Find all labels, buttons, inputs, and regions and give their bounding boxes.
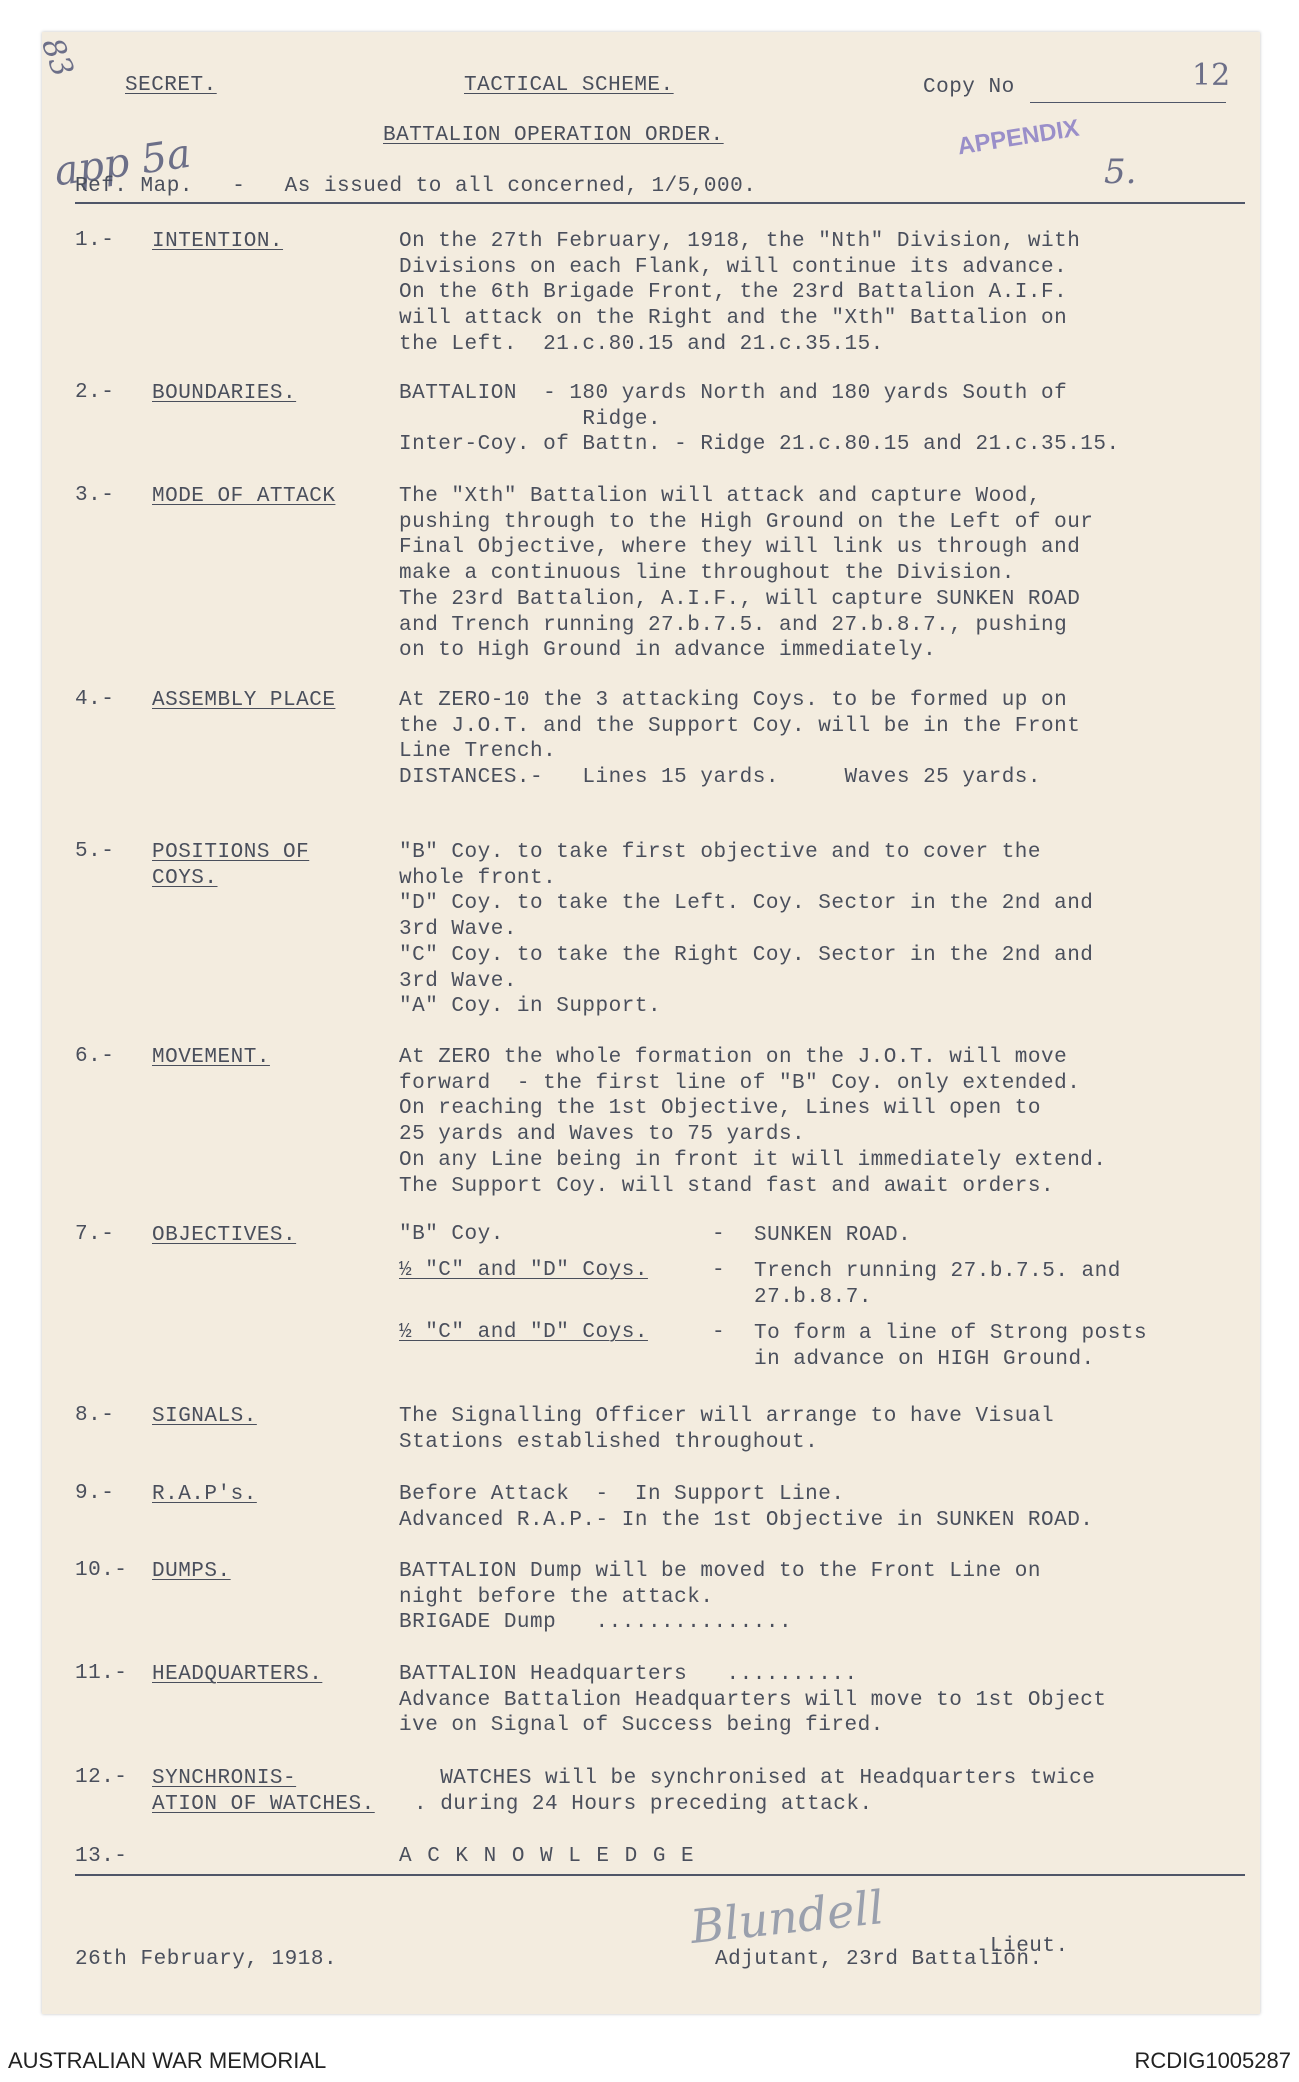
objective-3-line: in advance on HIGH Ground. [754, 1347, 1095, 1371]
objective-1-dash: - [712, 1223, 726, 1246]
section-8-body [399, 1404, 1054, 1455]
section-9-body [399, 1482, 1093, 1533]
section-1-line: On the 6th Brigade Front, the 23rd Battalion A.I.F. [399, 281, 1068, 305]
section-10-line: night before the attack. [399, 1585, 714, 1609]
closing-rule [75, 1874, 1245, 1876]
section-10-line: BATTALION Dump will be moved to the Front Line on [399, 1560, 1042, 1583]
objective-2-line: 27.b.8.7. [754, 1285, 872, 1309]
section-3-line: on to High Ground in advance immediately. [399, 639, 937, 663]
section-3-heading: MODE OF ATTACK [152, 485, 336, 508]
copy-number-underline [1030, 102, 1226, 103]
section-1-number: 1.- [75, 229, 115, 252]
corner-number: 83 [34, 33, 81, 82]
section-3-line: Final Objective, where they will link us through and [399, 536, 1081, 560]
section-10-heading: DUMPS. [152, 1560, 231, 1583]
document-title: BATTALION OPERATION ORDER. [383, 124, 724, 147]
section-5-line: whole front. [399, 866, 557, 890]
section-9-heading: R.A.P's. [152, 1483, 257, 1506]
section-1-line: the Left. 21.c.80.15 and 21.c.35.15. [399, 332, 884, 356]
document-page [34, 32, 1260, 2014]
section-3-line: The "Xth" Battalion will attack and capture Wood, [399, 485, 1042, 508]
archive-name: AUSTRALIAN WAR MEMORIAL [8, 2048, 327, 2073]
section-12-line: . during 24 Hours preceding attack. [414, 1792, 873, 1816]
section-4-body [399, 688, 1080, 791]
objective-2-dash: - [712, 1259, 726, 1282]
section-10-body [399, 1559, 1041, 1636]
section-3-line: The 23rd Battalion, A.I.F., will capture SUNKEN ROAD [399, 587, 1081, 611]
section-6-line: 25 yards and Waves to 75 yards. [399, 1123, 806, 1147]
section-2-line: BATTALION - 180 yards North and 180 yards South of [399, 382, 1068, 405]
section-12-line: WATCHES will be synchronised at Headquarters twice [414, 1767, 1096, 1790]
section-6-line: On any Line being in front it will immediately extend. [399, 1148, 1107, 1172]
section-4-line: the J.O.T. and the Support Coy. will be in the Front [399, 714, 1081, 738]
section-10-number: 10.- [75, 1559, 128, 1582]
section-9-line: Before Attack - In Support Line. [399, 1483, 845, 1506]
copy-number: 12 [1192, 58, 1231, 93]
objective-1-line: SUNKEN ROAD. [754, 1224, 912, 1247]
section-12-heading-line: SYNCHRONIS- [152, 1767, 297, 1790]
section-4-number: 4.- [75, 688, 115, 711]
section-8-number: 8.- [75, 1404, 115, 1427]
section-11-number: 11.- [75, 1662, 128, 1685]
section-2-line: Ridge. [399, 407, 662, 431]
section-8-heading: SIGNALS. [152, 1405, 257, 1428]
objective-3-unit: ½ "C" and "D" Coys. [399, 1321, 648, 1344]
section-4-line: DISTANCES.- Lines 15 yards. Waves 25 yards. [399, 766, 1042, 790]
section-1-line: Divisions on each Flank, will continue its advance. [399, 255, 1068, 279]
section-5-line: "C" Coy. to take the Right Coy. Sector in the 2nd and [399, 943, 1094, 967]
section-12-body [414, 1766, 1095, 1817]
appendix-handwritten-note: app 5a [51, 130, 194, 196]
section-12-number: 12.- [75, 1766, 128, 1789]
section-7-heading: OBJECTIVES. [152, 1224, 297, 1247]
section-3-number: 3.- [75, 484, 115, 507]
section-11-heading: HEADQUARTERS. [152, 1663, 323, 1686]
section-3-line: pushing through to the High Ground on the Left of our [399, 510, 1094, 534]
section-4-heading: ASSEMBLY PLACE [152, 689, 336, 712]
section-1-heading: INTENTION. [152, 230, 284, 253]
section-5-line: 3rd Wave. [399, 969, 517, 993]
section-13-number: 13.- [75, 1845, 128, 1868]
section-9-number: 9.- [75, 1482, 115, 1505]
section-10-line: BRIGADE Dump ............... [399, 1611, 793, 1635]
signatory-position: Adjutant, 23rd Battalion. [715, 1948, 1043, 1971]
section-1-line: will attack on the Right and the "Xth" Battalion on [399, 307, 1068, 331]
order-date: 26th February, 1918. [75, 1948, 338, 1971]
section-11-line: ive on Signal of Success being fired. [399, 1714, 884, 1738]
section-12-heading [152, 1766, 412, 1818]
appendix-stamp-number: 5. [1104, 152, 1137, 192]
section-6-line: At ZERO the whole formation on the J.O.T. will move [399, 1046, 1068, 1069]
section-9-line: Advanced R.A.P.- In the 1st Objective in SUNKEN ROAD. [399, 1508, 1094, 1532]
archive-id: RCDIG1005287 [1134, 2048, 1291, 2073]
reference-map: Ref. Map. - As issued to all concerned, 1/5,000. [75, 175, 757, 198]
copy-label: Copy No [923, 76, 1015, 99]
acknowledge-text: A C K N O W L E D G E [399, 1845, 696, 1868]
scheme-title: TACTICAL SCHEME. [464, 74, 674, 97]
section-5-heading-line: COYS. [152, 867, 218, 890]
section-1-line: On the 27th February, 1918, the "Nth" Division, with [399, 230, 1081, 253]
section-4-line: Line Trench. [399, 740, 557, 764]
section-5-line: "D" Coy. to take the Left. Coy. Sector in the 2nd and [399, 892, 1094, 916]
section-6-line: The Support Coy. will stand fast and await orders. [399, 1174, 1055, 1198]
section-2-heading: BOUNDARIES. [152, 382, 297, 405]
objective-3-target [754, 1321, 1147, 1372]
appendix-stamp: APPENDIX [955, 114, 1081, 161]
objective-1-target [754, 1223, 911, 1249]
signatory-rank: Lieut. [990, 1935, 1069, 1958]
section-6-line: On reaching the 1st Objective, Lines will open to [399, 1097, 1042, 1121]
objective-3-dash: - [712, 1321, 726, 1344]
section-11-body [399, 1662, 1107, 1739]
objective-2-target [754, 1259, 1121, 1310]
secret-marking: SECRET. [125, 74, 217, 97]
section-5-line: "A" Coy. in Support. [399, 995, 662, 1019]
adjutant-signature: Blundell [687, 1880, 887, 1954]
section-5-heading-line: POSITIONS OF [152, 841, 310, 864]
section-12-heading-line: ATION OF WATCHES. [152, 1793, 375, 1816]
section-2-number: 2.- [75, 381, 115, 404]
section-5-line: "B" Coy. to take first objective and to cover the [399, 841, 1042, 864]
section-3-line: make a continuous line throughout the Division. [399, 562, 1015, 586]
section-6-body [399, 1045, 1107, 1199]
section-8-line: Stations established throughout. [399, 1430, 819, 1454]
section-6-number: 6.- [75, 1045, 115, 1068]
section-2-body [399, 381, 1120, 458]
section-8-line: The Signalling Officer will arrange to have Visual [399, 1405, 1055, 1428]
objective-3-line: To form a line of Strong posts [754, 1322, 1148, 1345]
section-6-line: forward - the first line of "B" Coy. only extended. [399, 1071, 1081, 1095]
section-4-line: At ZERO-10 the 3 attacking Coys. to be formed up on [399, 689, 1068, 712]
section-5-line: 3rd Wave. [399, 918, 517, 942]
section-11-line: BATTALION Headquarters .......... [399, 1663, 858, 1686]
objective-1-unit: "B" Coy. [399, 1223, 504, 1246]
objective-2-line: Trench running 27.b.7.5. and [754, 1260, 1121, 1283]
section-5-body [399, 840, 1093, 1020]
section-6-heading: MOVEMENT. [152, 1046, 270, 1069]
objective-2-unit: ½ "C" and "D" Coys. [399, 1259, 648, 1282]
section-3-line: and Trench running 27.b.7.5. and 27.b.8.7., pushing [399, 613, 1068, 637]
section-5-heading [152, 840, 412, 892]
section-3-body [399, 484, 1093, 664]
section-11-line: Advance Battalion Headquarters will move to 1st Object [399, 1688, 1107, 1712]
section-7-number: 7.- [75, 1223, 115, 1246]
section-5-number: 5.- [75, 840, 115, 863]
header-rule [75, 202, 1245, 204]
section-1-body [399, 229, 1080, 358]
section-2-line: Inter-Coy. of Battn. - Ridge 21.c.80.15 and 21.c.35.15. [399, 433, 1120, 457]
